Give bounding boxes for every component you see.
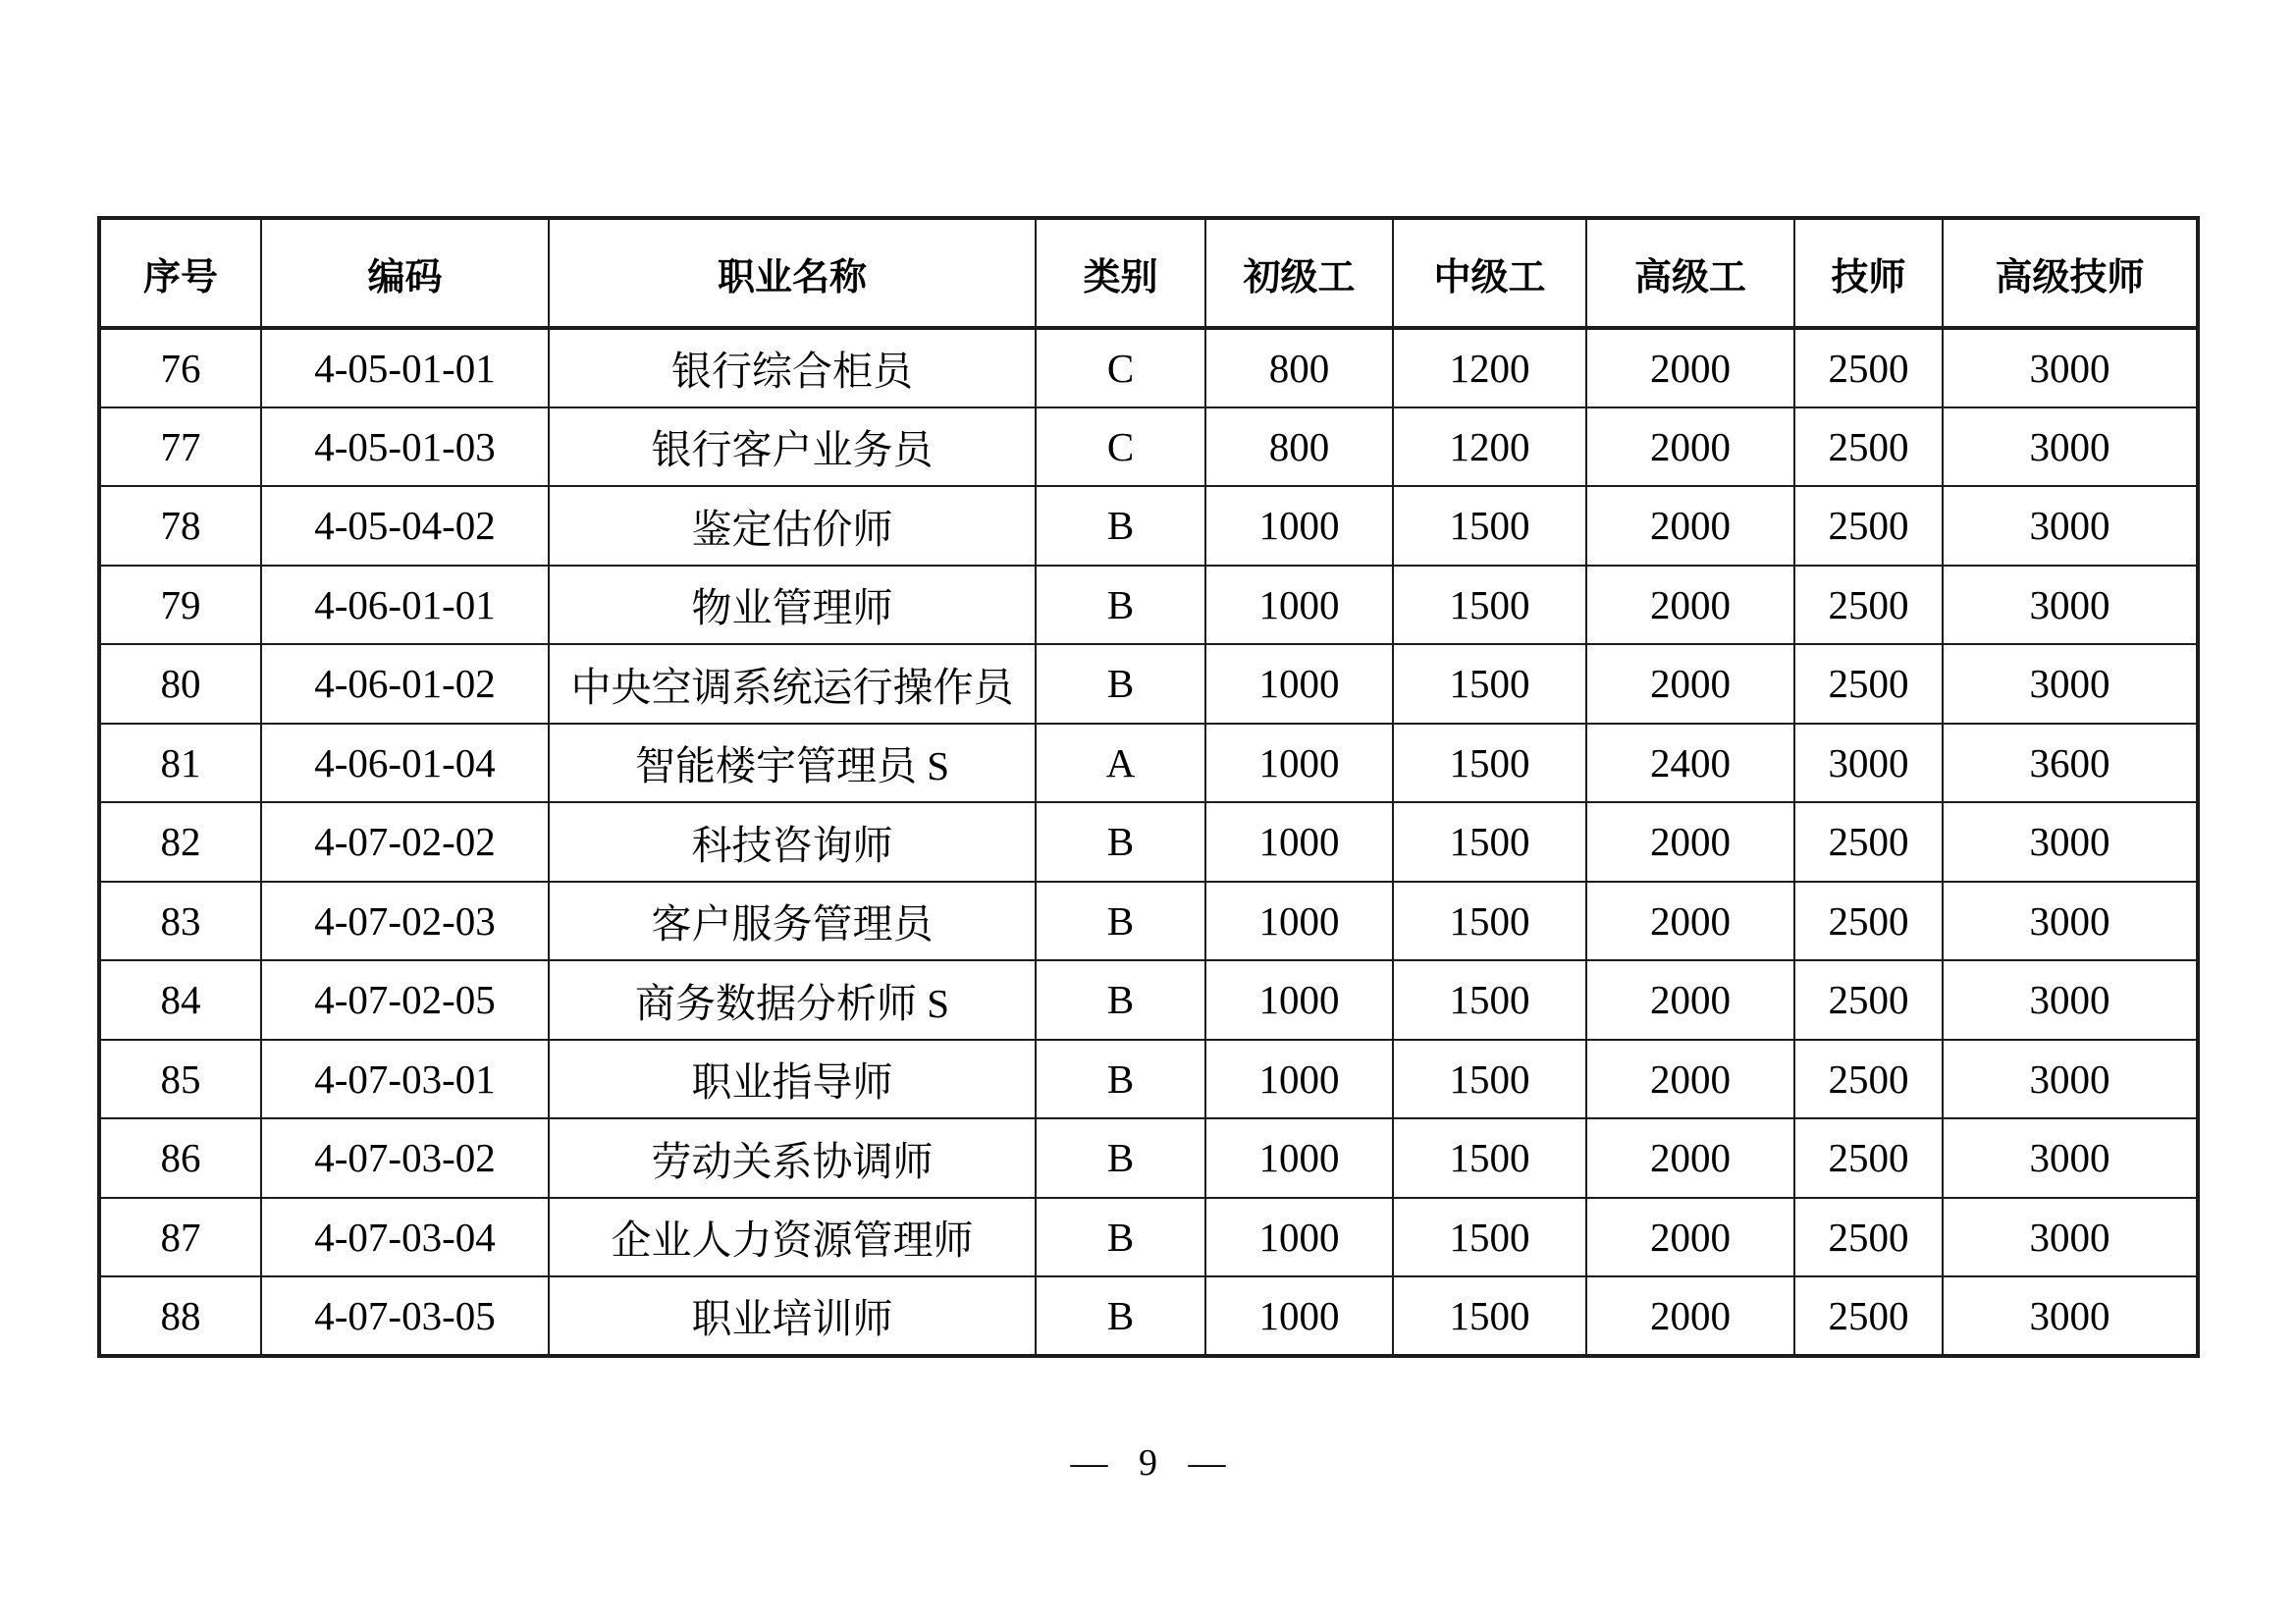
table-cell: 1500 (1393, 1118, 1586, 1198)
table-cell: 1500 (1393, 802, 1586, 882)
table-cell: 2500 (1794, 802, 1943, 882)
table-cell: 1500 (1393, 882, 1586, 961)
col-serial: 序号 (99, 218, 261, 328)
table-cell: 2000 (1586, 1198, 1794, 1277)
table-row (99, 1198, 2198, 1277)
table-cell: 2500 (1794, 328, 1943, 407)
table-cell: 800 (1205, 407, 1393, 487)
table-cell: C (1036, 328, 1205, 407)
col-category: 类别 (1036, 218, 1205, 328)
table-cell: B (1036, 566, 1205, 645)
table-header (99, 218, 2198, 328)
table-cell: 2500 (1794, 644, 1943, 724)
table-cell: 800 (1205, 328, 1393, 407)
table-cell: 2000 (1586, 882, 1794, 961)
table-row (99, 1118, 2198, 1198)
table-cell: 银行综合柜员 (549, 328, 1036, 407)
table-cell: 83 (99, 882, 261, 961)
table-cell: 2000 (1586, 566, 1794, 645)
table-row (99, 1040, 2198, 1119)
col-code: 编码 (261, 218, 549, 328)
table-cell: 智能楼宇管理员 S (549, 724, 1036, 803)
table-cell: 1000 (1205, 1276, 1393, 1356)
table-cell: B (1036, 1276, 1205, 1356)
table-row (99, 566, 2198, 645)
table-cell: 4-06-01-02 (261, 644, 549, 724)
table-cell: B (1036, 802, 1205, 882)
table-cell: 82 (99, 802, 261, 882)
table-cell: 1500 (1393, 1198, 1586, 1277)
table-row (99, 644, 2198, 724)
table-cell: 1200 (1393, 328, 1586, 407)
table-cell: 4-07-03-02 (261, 1118, 549, 1198)
table-cell: 劳动关系协调师 (549, 1118, 1036, 1198)
table-cell: 2000 (1586, 1276, 1794, 1356)
table-cell: 物业管理师 (549, 566, 1036, 645)
page-number: — 9 — (1070, 1442, 1226, 1484)
table-row (99, 724, 2198, 803)
table-cell: 81 (99, 724, 261, 803)
table-cell: 中央空调系统运行操作员 (549, 644, 1036, 724)
table-cell: 2000 (1586, 960, 1794, 1040)
col-intermediate-worker: 中级工 (1393, 218, 1586, 328)
table-body (99, 328, 2198, 1356)
table-cell: 2000 (1586, 1040, 1794, 1119)
table-cell: 88 (99, 1276, 261, 1356)
table-cell: 4-07-03-01 (261, 1040, 549, 1119)
table-cell: 2500 (1794, 566, 1943, 645)
table-cell: 2000 (1586, 328, 1794, 407)
table-cell: 2000 (1586, 407, 1794, 487)
table-cell: 87 (99, 1198, 261, 1277)
table-cell: 2000 (1586, 486, 1794, 566)
table-cell: 2000 (1586, 644, 1794, 724)
table-cell: 2500 (1794, 1198, 1943, 1277)
table-cell: 3000 (1943, 882, 2198, 961)
table-cell: 85 (99, 1040, 261, 1119)
table-cell: 3600 (1943, 724, 2198, 803)
table-cell: 1500 (1393, 644, 1586, 724)
table-cell: 2500 (1794, 960, 1943, 1040)
table-cell: 1000 (1205, 1118, 1393, 1198)
table-cell: 78 (99, 486, 261, 566)
table-cell: 1500 (1393, 1040, 1586, 1119)
table-cell: 1200 (1393, 407, 1586, 487)
table-cell: 4-07-03-05 (261, 1276, 549, 1356)
table-cell: 职业指导师 (549, 1040, 1036, 1119)
table-cell: 2000 (1586, 1118, 1794, 1198)
table-cell: 1500 (1393, 724, 1586, 803)
table-cell: 4-05-01-01 (261, 328, 549, 407)
table-cell: B (1036, 1040, 1205, 1119)
table-cell: 职业培训师 (549, 1276, 1036, 1356)
table-cell: 2500 (1794, 486, 1943, 566)
occupation-salary-table (97, 216, 2200, 1358)
table-cell: 鉴定估价师 (549, 486, 1036, 566)
table-cell: 2500 (1794, 1276, 1943, 1356)
table-row (99, 328, 2198, 407)
table-cell: 1000 (1205, 882, 1393, 961)
table-cell: 2500 (1794, 882, 1943, 961)
table-cell: 1000 (1205, 644, 1393, 724)
table-cell: 3000 (1943, 1118, 2198, 1198)
table-cell: 客户服务管理员 (549, 882, 1036, 961)
table-cell: 80 (99, 644, 261, 724)
table-cell: 4-05-04-02 (261, 486, 549, 566)
table-cell: 2400 (1586, 724, 1794, 803)
table-cell: C (1036, 407, 1205, 487)
table-cell: 4-07-02-05 (261, 960, 549, 1040)
table-cell: 3000 (1943, 1276, 2198, 1356)
table-cell: 3000 (1943, 960, 2198, 1040)
table-cell: B (1036, 644, 1205, 724)
table-cell: 4-07-02-03 (261, 882, 549, 961)
table-cell: B (1036, 486, 1205, 566)
table-cell: 1000 (1205, 486, 1393, 566)
table-row (99, 486, 2198, 566)
table-cell: 4-07-03-04 (261, 1198, 549, 1277)
table-cell: 4-05-01-03 (261, 407, 549, 487)
table-cell: 3000 (1943, 486, 2198, 566)
table-cell: 1000 (1205, 960, 1393, 1040)
col-technician: 技师 (1794, 218, 1943, 328)
table-cell: 84 (99, 960, 261, 1040)
table-cell: 1500 (1393, 960, 1586, 1040)
table-cell: 86 (99, 1118, 261, 1198)
table-cell: 3000 (1943, 644, 2198, 724)
table-cell: 1500 (1393, 566, 1586, 645)
table-cell: 3000 (1943, 1040, 2198, 1119)
table-cell: 1000 (1205, 566, 1393, 645)
table-cell: 3000 (1943, 407, 2198, 487)
table-cell: 2000 (1586, 802, 1794, 882)
table-cell: 商务数据分析师 S (549, 960, 1036, 1040)
col-senior-technician: 高级技师 (1943, 218, 2198, 328)
table-cell: 3000 (1943, 1198, 2198, 1277)
table-cell: 1500 (1393, 486, 1586, 566)
table-cell: 企业人力资源管理师 (549, 1198, 1036, 1277)
table-cell: 科技咨询师 (549, 802, 1036, 882)
table-row (99, 407, 2198, 487)
table-row (99, 1276, 2198, 1356)
table-cell: B (1036, 960, 1205, 1040)
table-row (99, 960, 2198, 1040)
table-row (99, 882, 2198, 961)
table-cell: 76 (99, 328, 261, 407)
table-cell: A (1036, 724, 1205, 803)
col-junior-worker: 初级工 (1205, 218, 1393, 328)
table-cell: 1000 (1205, 1198, 1393, 1277)
table-cell: 1000 (1205, 802, 1393, 882)
col-occupation-name: 职业名称 (549, 218, 1036, 328)
table-header-row (99, 218, 2198, 328)
table-cell: 3000 (1943, 566, 2198, 645)
table-cell: 4-06-01-04 (261, 724, 549, 803)
table-cell: 79 (99, 566, 261, 645)
table-cell: 77 (99, 407, 261, 487)
table-cell: 3000 (1794, 724, 1943, 803)
table-cell: 4-06-01-01 (261, 566, 549, 645)
col-senior-worker: 高级工 (1586, 218, 1794, 328)
table-cell: B (1036, 1118, 1205, 1198)
table-cell: 2500 (1794, 1118, 1943, 1198)
table-cell: 3000 (1943, 802, 2198, 882)
table-cell: 3000 (1943, 328, 2198, 407)
table-cell: 1500 (1393, 1276, 1586, 1356)
table-cell: 4-07-02-02 (261, 802, 549, 882)
table-row (99, 802, 2198, 882)
table-cell: 1000 (1205, 724, 1393, 803)
table-cell: B (1036, 882, 1205, 961)
table-cell: 2500 (1794, 407, 1943, 487)
table-cell: 2500 (1794, 1040, 1943, 1119)
table-cell: 1000 (1205, 1040, 1393, 1119)
table-cell: B (1036, 1198, 1205, 1277)
table-cell: 银行客户业务员 (549, 407, 1036, 487)
